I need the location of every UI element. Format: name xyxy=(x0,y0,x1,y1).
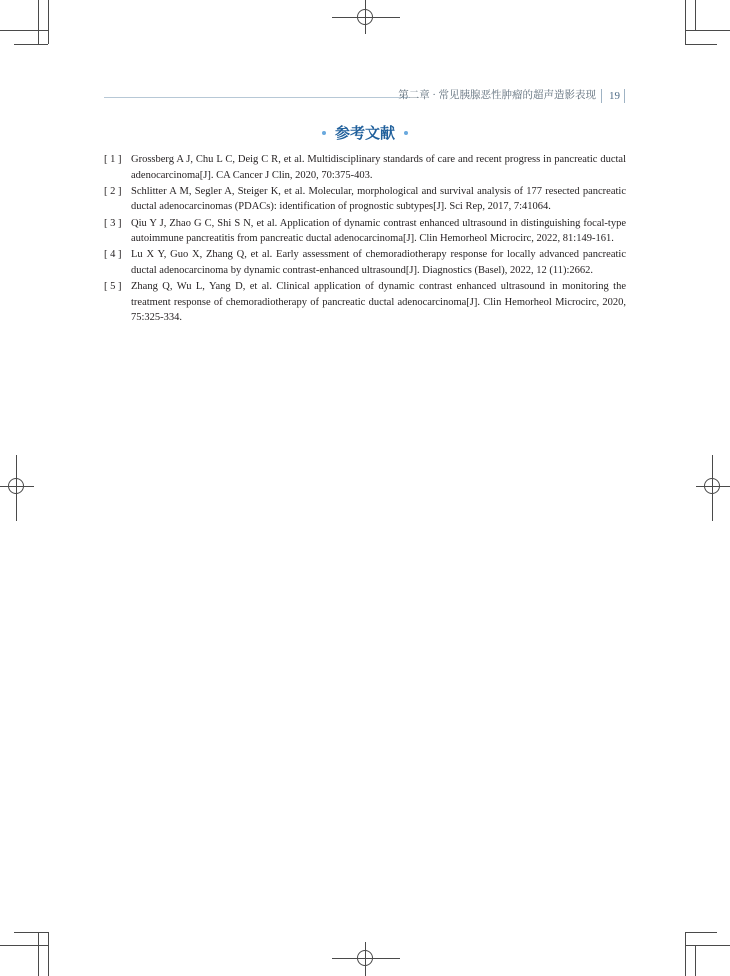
crop-mark xyxy=(38,932,39,976)
reference-text: Lu X Y, Guo X, Zhang Q, et al. Early assessment of chemoradiotherapy response for locally advanced pancreatic ductal adenocarcinoma by dynamic contrast-enhanced ultrasound[J]. Diagnostics (Basel), 2022, 12 (11):2662. xyxy=(131,249,626,276)
reference-list xyxy=(104,152,626,327)
crop-mark xyxy=(0,945,48,946)
reference-item xyxy=(104,216,626,247)
crop-mark xyxy=(685,30,730,31)
page-number: 19 xyxy=(609,90,620,102)
reference-item xyxy=(104,279,626,326)
reference-item xyxy=(104,152,626,183)
crop-mark xyxy=(48,0,49,44)
registration-circle xyxy=(8,478,24,494)
header-divider xyxy=(601,89,602,103)
crop-mark xyxy=(48,932,49,976)
crop-mark xyxy=(695,0,696,30)
crop-mark xyxy=(685,932,686,976)
registration-circle xyxy=(357,9,373,25)
reference-text: Qiu Y J, Zhao G C, Shi S N, et al. Application of dynamic contrast enhanced ultrasound in distinguishing focal-type autoimmune pancreatitis from pancreatic ductal adenocarcinoma[J]. Clin Hemorheol Microcirc, 2022, 81:149-161. xyxy=(131,217,626,245)
reference-number: [ 5 ] xyxy=(104,281,122,293)
crop-mark xyxy=(685,945,730,946)
reference-number: [ 4 ] xyxy=(104,249,122,261)
crop-mark xyxy=(14,44,48,45)
crop-mark xyxy=(685,44,717,45)
section-heading xyxy=(0,124,730,144)
reference-text: Schlitter A M, Segler A, Steiger K, et al. Molecular, morphological and survival analysis of 177 resected pancreatic ductal adenocarcinomas (PDACs): identification of prognostic subtypes[J]. Sci Rep, 2017, 7:41064. xyxy=(131,185,626,213)
chapter-title: 第二章 · 常见胰腺恶性肿瘤的超声造影表现 xyxy=(398,90,596,101)
crop-mark xyxy=(0,30,48,31)
crop-mark xyxy=(695,945,696,976)
header-divider xyxy=(624,89,625,103)
reference-text: Zhang Q, Wu L, Yang D, et al. Clinical application of dynamic contrast enhanced ultrasound in monitoring the treatment response of chemoradiotherapy of pancreatic ductal adenocarcinoma[J]. Clin Hemorheol Microcirc, 2020, 75:325-334. xyxy=(131,281,626,324)
section-heading-text: 参考文献 xyxy=(334,126,395,142)
header-rule xyxy=(104,97,410,98)
heading-dot-icon xyxy=(404,131,408,135)
crop-mark xyxy=(685,932,717,933)
reference-number: [ 2 ] xyxy=(104,185,122,197)
registration-circle xyxy=(357,950,373,966)
reference-item xyxy=(104,247,626,278)
reference-number: [ 3 ] xyxy=(104,217,122,229)
running-header xyxy=(104,89,626,103)
crop-mark xyxy=(14,932,48,933)
crop-mark xyxy=(38,0,39,44)
crop-mark xyxy=(685,0,686,44)
reference-text: Grossberg A J, Chu L C, Deig C R, et al. Multidisciplinary standards of care and recent progress in pancreatic ductal adenocarcinoma[J]. CA Cancer J Clin, 2020, 70:375-403. xyxy=(131,154,626,181)
heading-dot-icon xyxy=(322,131,326,135)
registration-circle xyxy=(704,478,720,494)
reference-number: [ 1 ] xyxy=(104,154,122,165)
reference-item xyxy=(104,184,626,215)
